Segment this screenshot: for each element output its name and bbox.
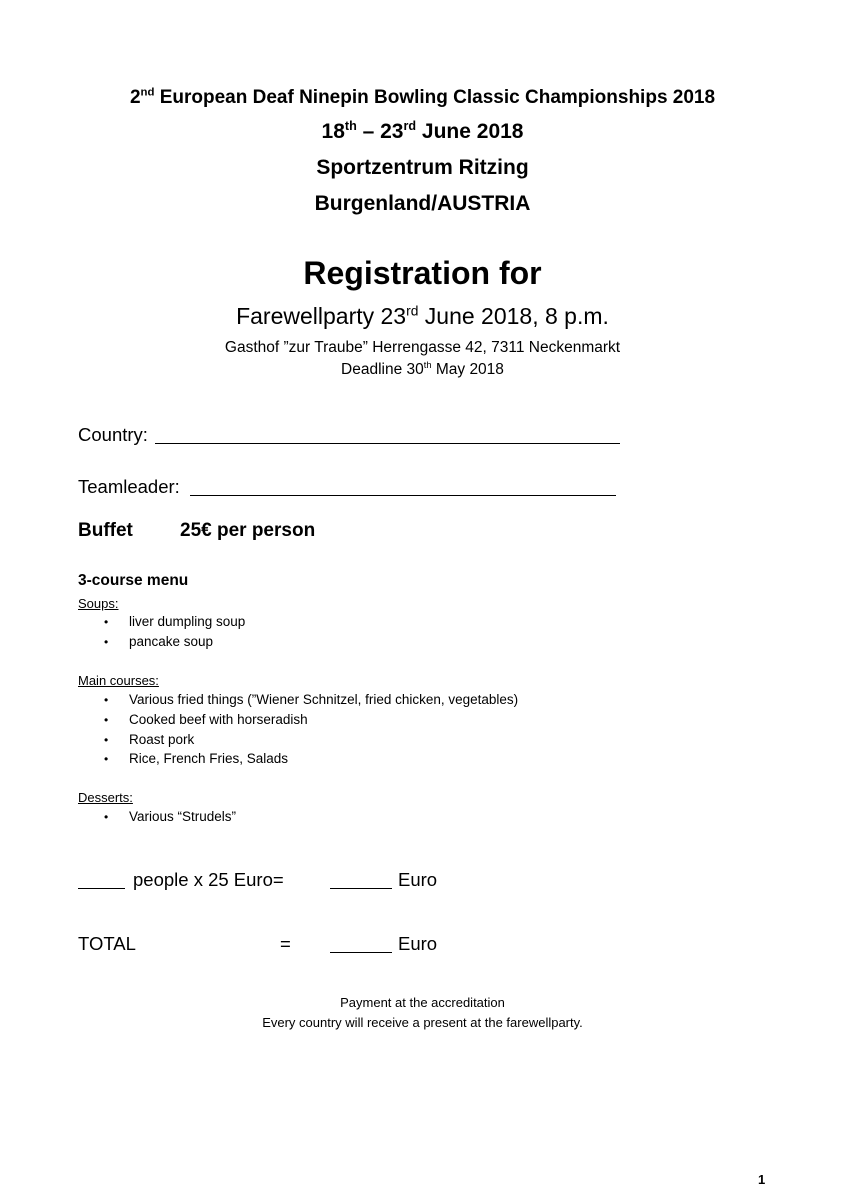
list-item: • pancake soup [104,634,214,649]
total-label: TOTAL [78,933,136,954]
bullet-icon: • [104,733,109,747]
euro-amount-line[interactable] [330,888,392,889]
total-equals: = [280,933,291,954]
buffet-label: Buffet [78,520,133,541]
desserts-label: Desserts: [78,790,133,805]
present-note: Every country will receive a present at the farewellparty. [262,1015,583,1030]
registration-title: Registration for [303,255,542,291]
list-item: • Cooked beef with horseradish [104,712,308,727]
payment-note: Payment at the accreditation [340,995,505,1010]
championship-title: 2nd European Deaf Ninepin Bowling Classic Championships 2018 [129,86,716,108]
list-item: • Rice, French Fries, Salads [104,751,289,766]
event-place: Gasthof ”zur Traube” Herrengasse 42, 7311 Neckenmarkt [224,339,621,356]
teamleader-label: Teamleader: [78,476,180,497]
euro-label: Euro [398,869,438,890]
soups-label: Soups: [78,596,119,611]
page-number: 1 [758,1172,766,1187]
main-courses-label: Main courses: [78,673,159,688]
list-item: • Various “Strudels” [104,809,237,824]
region: Burgenland/AUSTRIA [314,192,531,215]
bullet-icon: • [104,693,109,707]
total-euro-label: Euro [398,933,438,954]
country-label: Country: [78,424,148,445]
bullet-icon: • [104,752,109,766]
people-count-line[interactable] [78,888,125,889]
bullet-icon: • [104,615,109,629]
event-line: Farewellparty 23rd June 2018, 8 p.m. [236,303,609,329]
teamleader-input-line[interactable] [190,495,616,496]
venue: Sportzentrum Ritzing [316,156,529,179]
list-item: • Various fried things (”Wiener Schnitzel, fried chicken, vegetables) [104,692,519,707]
country-input-line[interactable] [155,443,620,444]
bullet-icon: • [104,713,109,727]
total-amount-line[interactable] [330,952,392,953]
bullet-icon: • [104,635,109,649]
menu-title: 3-course menu [78,572,189,589]
list-item: • Roast pork [104,732,195,747]
buffet-price: 25€ per person [180,520,316,541]
list-item: • liver dumpling soup [104,614,246,629]
people-calc-text: people x 25 Euro= [133,869,284,890]
bullet-icon: • [104,810,109,824]
deadline: Deadline 30th May 2018 [341,359,504,378]
championship-dates: 18th – 23rd June 2018 [321,119,524,143]
